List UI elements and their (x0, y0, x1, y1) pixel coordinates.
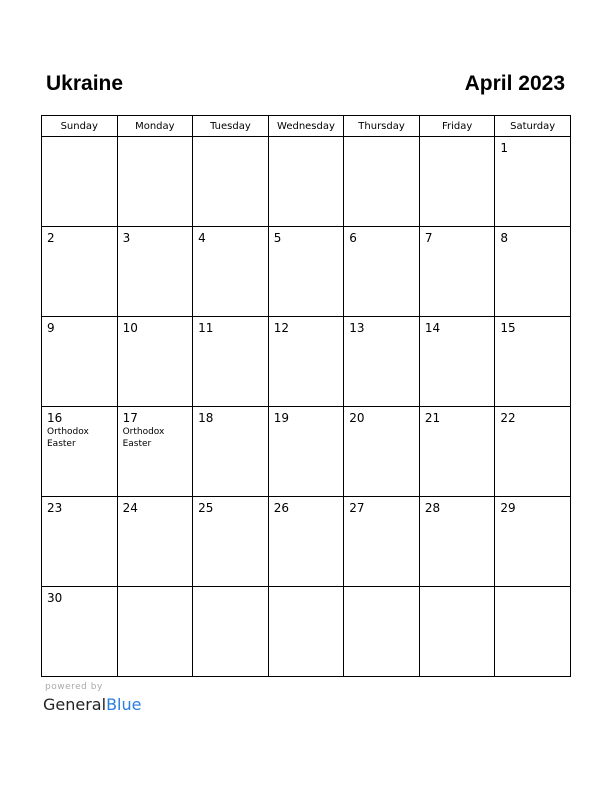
day-number: 3 (122, 231, 131, 245)
calendar-day-cell (419, 137, 495, 227)
calendar-day-cell (419, 227, 495, 317)
brand-general-text: General (43, 695, 107, 714)
day-number: 2 (47, 231, 55, 245)
day-cell-content (420, 407, 495, 492)
day-cell-content (344, 227, 419, 312)
calendar-day-cell (419, 407, 495, 497)
day-cell-content (495, 407, 570, 492)
day-number: 16 (47, 411, 63, 425)
calendar-day-cell (42, 407, 118, 497)
day-cell-content (344, 497, 419, 582)
calendar-day-cell (193, 587, 269, 677)
day-number: 7 (424, 231, 433, 245)
day-number: 29 (500, 501, 516, 515)
day-number: 30 (47, 591, 63, 605)
calendar-day-cell (495, 587, 571, 677)
day-number: 21 (424, 411, 441, 425)
day-cell-content (344, 587, 419, 672)
day-cell-content (118, 587, 193, 672)
weekday-header-wednesday: Wednesday (268, 116, 344, 137)
calendar-day-cell (193, 227, 269, 317)
day-cell-content (269, 317, 344, 402)
day-number: 27 (349, 501, 365, 515)
calendar-day-cell (193, 407, 269, 497)
day-cell-content (193, 227, 268, 312)
day-cell-content (193, 407, 268, 492)
day-cell-content (495, 497, 570, 582)
day-cell-content (118, 137, 193, 222)
calendar-day-cell (344, 407, 420, 497)
day-cell-content (193, 137, 268, 222)
calendar-day-cell (419, 497, 495, 587)
calendar-day-cell (117, 407, 193, 497)
day-number: 6 (349, 231, 357, 245)
calendar-day-cell (268, 497, 344, 587)
day-cell-content (193, 587, 268, 672)
day-cell-content (269, 227, 344, 312)
calendar-grid (41, 115, 571, 677)
calendar-day-cell (193, 317, 269, 407)
day-number: 10 (122, 321, 138, 335)
calendar-week-row (42, 317, 571, 407)
day-cell-content (344, 137, 419, 222)
day-cell-content (420, 137, 495, 222)
day-cell-content (269, 407, 344, 492)
day-number: 9 (47, 321, 55, 335)
day-cell-content (269, 587, 344, 672)
calendar-day-cell (495, 137, 571, 227)
powered-by-text: powered by (45, 682, 103, 692)
day-number: 28 (424, 501, 441, 515)
calendar-day-cell (42, 227, 118, 317)
day-cell-content (420, 227, 495, 312)
day-cell-content (42, 407, 117, 492)
weekday-header-monday: Monday (117, 116, 193, 137)
day-cell-content (420, 587, 495, 672)
day-cell-content (42, 317, 117, 402)
calendar-day-cell (495, 227, 571, 317)
day-cell-content (269, 137, 344, 222)
calendar-day-cell (42, 497, 118, 587)
holiday-label: Orthodox Easter (47, 427, 89, 449)
day-cell-content (495, 227, 570, 312)
day-number: 26 (273, 501, 289, 515)
calendar-day-cell (117, 137, 193, 227)
calendar-day-cell (495, 497, 571, 587)
day-cell-content (42, 497, 117, 582)
holiday-label: Orthodox Easter (122, 427, 165, 449)
brand-logo (43, 695, 141, 715)
brand-blue-text: Blue (106, 695, 142, 714)
day-cell-content (193, 317, 268, 402)
calendar-day-cell (268, 137, 344, 227)
day-cell-content (495, 317, 570, 402)
calendar-day-cell (268, 587, 344, 677)
day-cell-content (42, 227, 117, 312)
weekday-header-saturday: Saturday (495, 116, 571, 137)
calendar-day-cell (117, 587, 193, 677)
day-number: 22 (500, 411, 516, 425)
calendar-day-cell (344, 317, 420, 407)
calendar-day-cell (268, 227, 344, 317)
calendar-day-cell (344, 137, 420, 227)
calendar-day-cell (268, 407, 344, 497)
calendar-day-cell (344, 497, 420, 587)
day-number: 11 (198, 321, 214, 335)
day-number: 5 (273, 231, 282, 245)
weekday-header-friday: Friday (419, 116, 495, 137)
footer (43, 682, 141, 715)
calendar-day-cell (268, 317, 344, 407)
day-number: 4 (198, 231, 206, 245)
day-cell-content (420, 317, 495, 402)
calendar-day-cell (42, 317, 118, 407)
weekday-header-row (42, 116, 571, 137)
day-number: 1 (500, 141, 509, 155)
calendar-day-cell (344, 587, 420, 677)
day-number: 19 (273, 411, 289, 425)
calendar-week-row (42, 137, 571, 227)
day-number: 17 (122, 411, 138, 425)
calendar-day-cell (42, 587, 118, 677)
calendar-day-cell (117, 227, 193, 317)
day-number: 25 (198, 501, 214, 515)
day-cell-content (42, 587, 117, 672)
day-cell-content (269, 497, 344, 582)
calendar-week-row (42, 497, 571, 587)
calendar-week-row (42, 587, 571, 677)
day-cell-content (118, 407, 193, 492)
weekday-header-thursday: Thursday (344, 116, 420, 137)
calendar-day-cell (117, 497, 193, 587)
month-year-title: April 2023 (464, 72, 565, 95)
day-number: 15 (500, 321, 516, 335)
day-cell-content (118, 497, 193, 582)
calendar-body (42, 137, 571, 677)
weekday-header-sunday: Sunday (42, 116, 118, 137)
day-number: 20 (349, 411, 365, 425)
day-number: 13 (349, 321, 365, 335)
day-number: 23 (47, 501, 63, 515)
country-title: Ukraine (46, 72, 124, 95)
day-cell-content (495, 587, 570, 672)
calendar-week-row (42, 407, 571, 497)
calendar-day-cell (419, 317, 495, 407)
day-number: 18 (198, 411, 214, 425)
calendar-day-cell (344, 227, 420, 317)
day-cell-content (344, 407, 419, 492)
day-number: 8 (500, 231, 509, 245)
calendar-day-cell (193, 137, 269, 227)
calendar-week-row (42, 227, 571, 317)
day-cell-content (420, 497, 495, 582)
weekday-header-tuesday: Tuesday (193, 116, 269, 137)
calendar-day-cell (42, 137, 118, 227)
day-number: 24 (122, 501, 138, 515)
calendar-day-cell (419, 587, 495, 677)
day-number: 12 (273, 321, 289, 335)
day-cell-content (118, 317, 193, 402)
day-cell-content (344, 317, 419, 402)
calendar-day-cell (495, 317, 571, 407)
day-cell-content (193, 497, 268, 582)
day-cell-content (118, 227, 193, 312)
day-number: 14 (424, 321, 441, 335)
day-cell-content (42, 137, 117, 222)
calendar-day-cell (117, 317, 193, 407)
day-cell-content (495, 137, 570, 222)
calendar-day-cell (193, 497, 269, 587)
calendar-day-cell (495, 407, 571, 497)
